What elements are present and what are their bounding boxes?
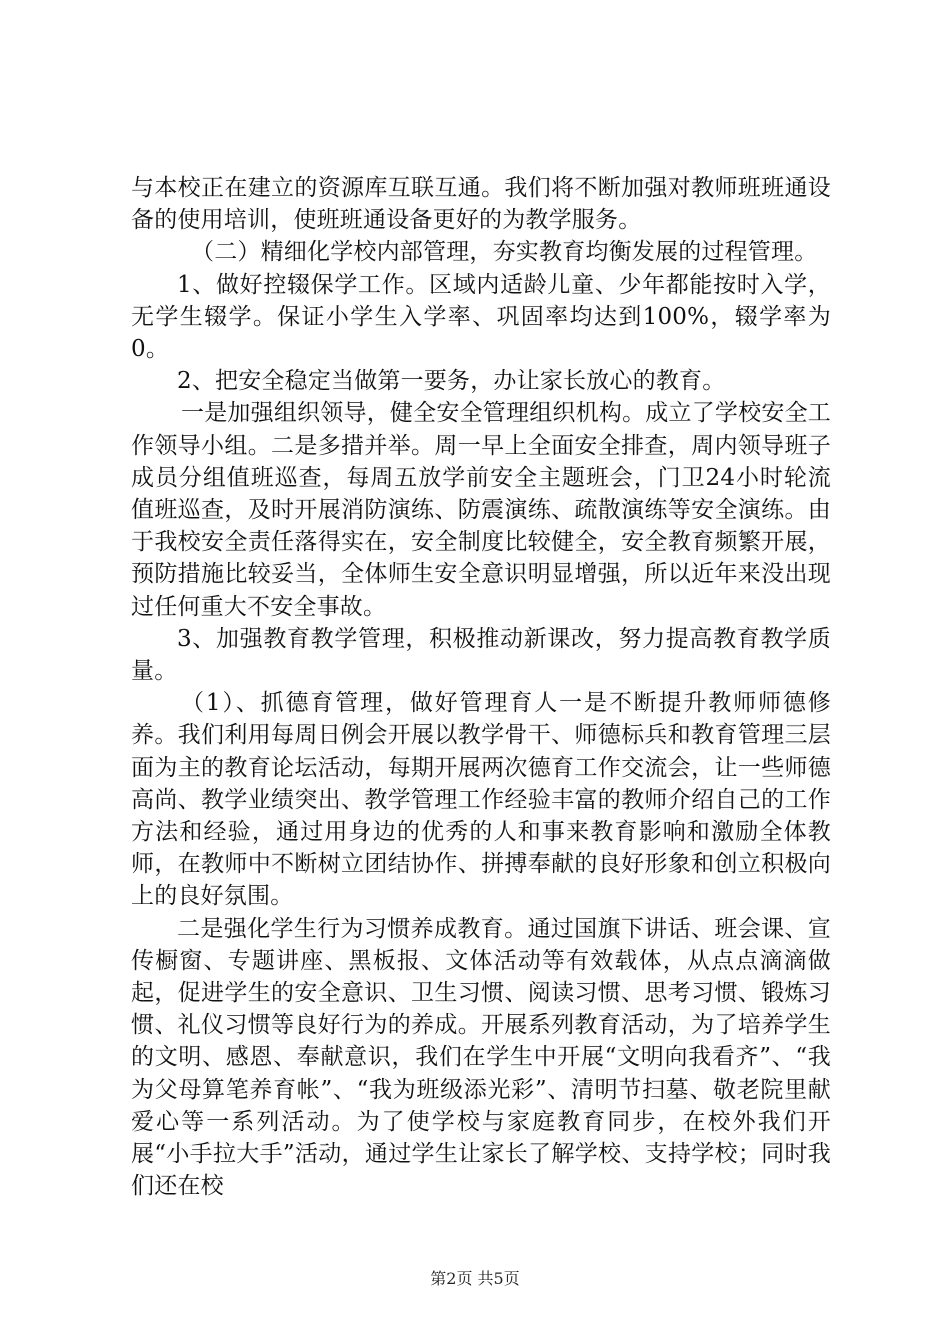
paragraph-moral-education: （1）、抓德育管理，做好管理育人一是不断提升教师师德修养。我们利用每周日例会开展以教学骨干、师德标兵和教育管理三层面为主的教育论坛活动，每期开展两次德育工作交流会，让一些师德高尚、教学业绩突出、教学管理工作经验丰富的教师介绍自己的工作方法和经验，通过用身边的优秀的人和事来教育影响和激励全体教师，在教师中不断树立团结协作、拼搏奉献的良好形象和创立积极向上的良好氛围。 (131, 690, 831, 910)
paragraph-item-1: 1、做好控辍保学工作。区域内适龄儿童、少年都能按时入学，无学生辍学。保证小学生入学率、巩固率均达到100%，辍学率为0。 (131, 271, 831, 363)
section-heading-2: （二）精细化学校内部管理，夯实教育均衡发展的过程管理。 (191, 239, 818, 266)
paragraph-student-habits: 二是强化学生行为习惯养成教育。通过国旗下讲话、班会课、宣传橱窗、专题讲座、黑板报、文体活动等有效载体，从点点滴滴做起，促进学生的安全意识、卫生习惯、阅读习惯、思考习惯、锻炼习惯、礼仪习惯等良好行为的养成。开展系列教育活动，为了培养学生的文明、感恩、奉献意识，我们在学生中开展“文明向我看齐”、“我为父母算笔养育帐”、“我为班级添光彩”、清明节扫墓、敬老院里献爱心等一系列活动。为了使学校与家庭教育同步，在校外我们开展“小手拉大手”活动，通过学生让家长了解学校、支持学校；同时我们还在校 (131, 915, 831, 1200)
paragraph-item-2: 2、把安全稳定当做第一要务，办让家长放心的教育。 (177, 368, 726, 395)
paragraph-item-3: 3、加强教育教学管理，积极推动新课改，努力提高教育教学质量。 (131, 625, 831, 685)
paragraph-safety: 一是加强组织领导，健全安全管理组织机构。成立了学校安全工作领导小组。二是多措并举。周一早上全面安全排查，周内领导班子成员分组值班巡查，每周五放学前安全主题班会，门卫24小时轮流值班巡查，及时开展消防演练、防震演练、疏散演练等安全演练。由于我校安全责任落得实在，安全制度比较健全，安全教育频繁开展，预防措施比较妥当，全体师生安全意识明显增强，所以近年来没出现过任何重大不安全事故。 (131, 400, 831, 620)
page-footer: 第2页 共5页 (430, 1269, 520, 1288)
document-body (131, 172, 831, 1203)
paragraph-continuation: 与本校正在建立的资源库互联互通。我们将不断加强对教师班班通设备的使用培训，使班班通设备更好的为教学服务。 (131, 175, 831, 234)
